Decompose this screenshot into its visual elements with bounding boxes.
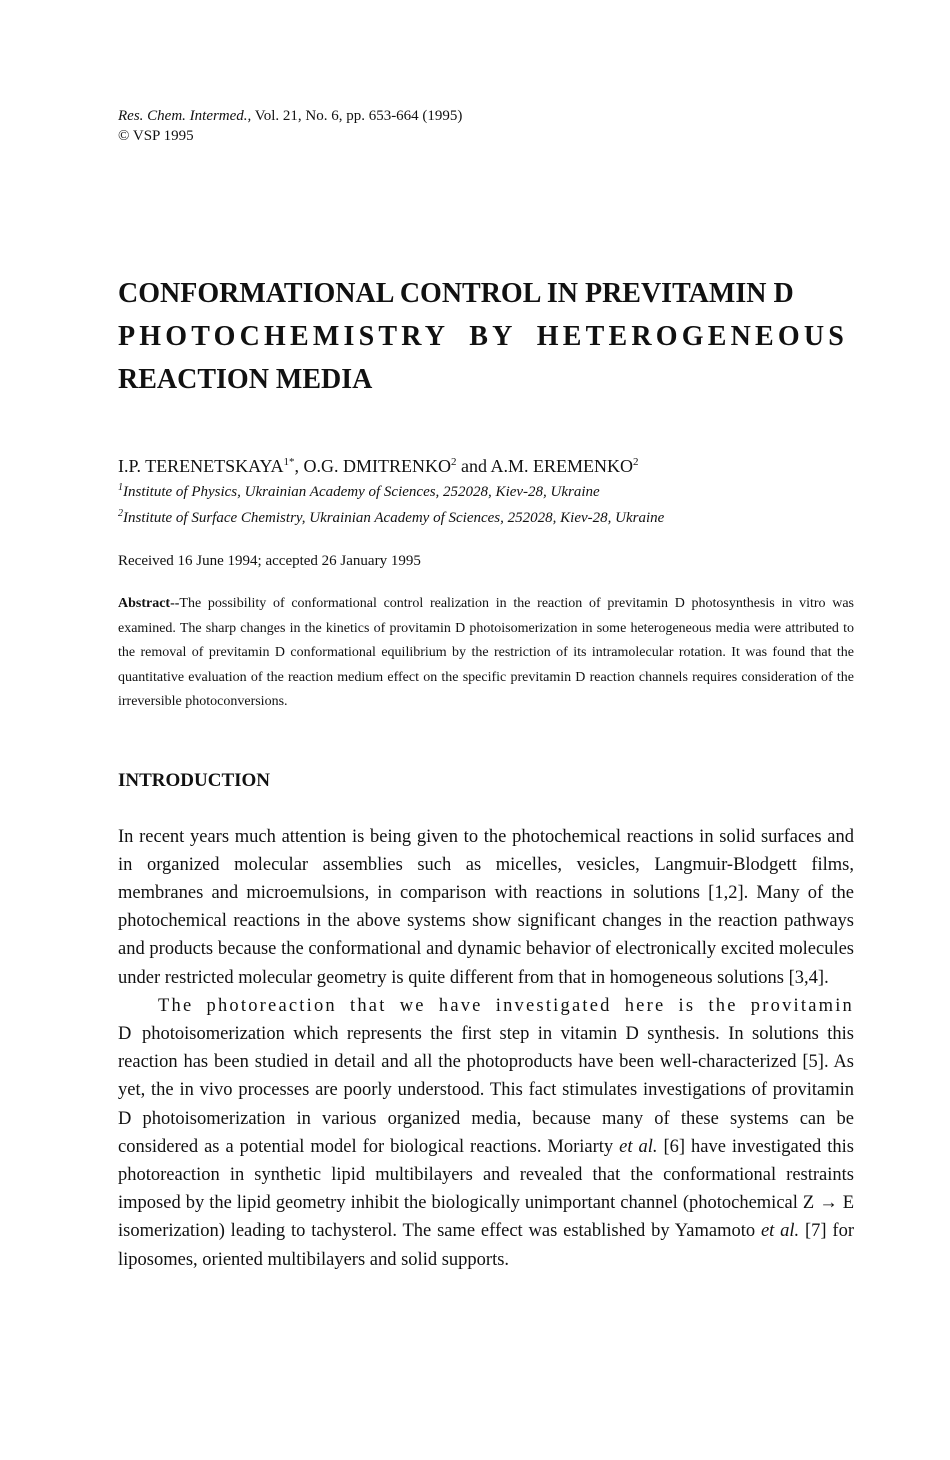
paper-page <box>118 106 854 1274</box>
author-3-affil-mark: 2 <box>633 456 639 468</box>
affiliation-2 <box>118 503 854 529</box>
intro-paragraph-2 <box>118 992 854 1274</box>
title-line-2: PHOTOCHEMISTRY BY HETEROGENEOUS <box>118 321 849 352</box>
abstract-text: The possibility of conformational control realization in the reaction of previtamin D photosynthesis in vitro was examined. The sharp changes in the kinetics of provitamin D photoisomerization in some heterogeneous media were attributed to the removal of previtamin D conformational equilibrium by the restriction of its intramolecular rotation. It was found that the quantitative evaluation of the reaction medium effect on the specific previtamin D reaction channels requires consideration of the irreversible photoconversions. <box>118 596 854 709</box>
title-line-1: CONFORMATIONAL CONTROL IN PREVITAMIN D <box>118 278 794 309</box>
intro-paragraph-1: In recent years much attention is being given to the photochemical reactions in solid surfaces and in organized molecular assemblies such as micelles, vesicles, Langmuir-Blodgett films, membranes and microemulsions, in comparison with reactions in solutions [1,2]. Many of the photochemical reactions in the above systems show significant changes in the reaction pathways and products because the conformational and dynamic behavior of electronically excited molecules under restricted molecular geometry is quite different from that in homogeneous solutions [3,4]. <box>118 826 854 988</box>
affiliation-1-mark: 1 <box>118 482 123 493</box>
title-line-3: REACTION MEDIA <box>118 364 373 395</box>
journal-citation <box>118 106 854 126</box>
copyright-line: © VSP 1995 <box>118 128 194 144</box>
journal-volume: Vol. 21, No. 6, pp. 653-664 (1995) <box>251 108 463 124</box>
received-dates: Received 16 June 1994; accepted 26 January 1995 <box>118 553 421 569</box>
section-heading-introduction: INTRODUCTION <box>118 769 271 791</box>
journal-name: Res. Chem. Intermed., <box>118 108 252 124</box>
intro-paragraph-2-part-a: photoisomerization which represents the first step in vitamin D synthesis. In solutions this reaction has been studied in detail and all the photoproducts have been well-characterized [5]. As yet, the in vivo processes are poorly understood. This fact stimulates investigations of provitamin D photoisomerization in various organized media, because many of these systems can be considered as a potential model for biological reactions. Moriarty <box>118 1023 854 1157</box>
author-list <box>118 451 854 477</box>
affiliation-2-text: Institute of Surface Chemistry, Ukrainian Academy of Sciences, 252028, Kiev-28, Ukraine <box>123 510 665 526</box>
author-2-affil-mark: 2 <box>451 456 457 468</box>
author-2: , O.G. DMITRENKO <box>294 456 452 476</box>
paper-title <box>118 272 854 401</box>
author-3: and A.M. EREMENKO <box>456 456 634 476</box>
affiliation-1-text: Institute of Physics, Ukrainian Academy of Sciences, 252028, Kiev-28, Ukraine <box>123 484 600 500</box>
et-al-1: et al. <box>619 1136 658 1157</box>
author-1-affil-mark: 1* <box>283 456 295 468</box>
affiliation-2-mark: 2 <box>118 508 123 519</box>
intro-paragraph-2-part-b: [6] have investigated this photoreaction in synthetic lipid multibilayers and revealed that the conformational restraints imposed by the lipid geometry inhibit the biologically unimportant channel (photochemical Z → E isomerization) leading to tachysterol. The same effect was established by Yamamoto <box>118 1136 854 1242</box>
et-al-2: et al. <box>760 1221 800 1242</box>
abstract <box>118 592 854 715</box>
intro-paragraph-2-part-c: [7] for liposomes, oriented multibilayers and solid supports. <box>118 1221 854 1270</box>
affiliation-1 <box>118 477 854 503</box>
intro-paragraph-2-lead: The photoreaction that we have investigated here is the provitamin D <box>118 995 854 1044</box>
abstract-label: Abstract-- <box>118 596 180 611</box>
author-1: I.P. TERENETSKAYA <box>118 456 284 476</box>
